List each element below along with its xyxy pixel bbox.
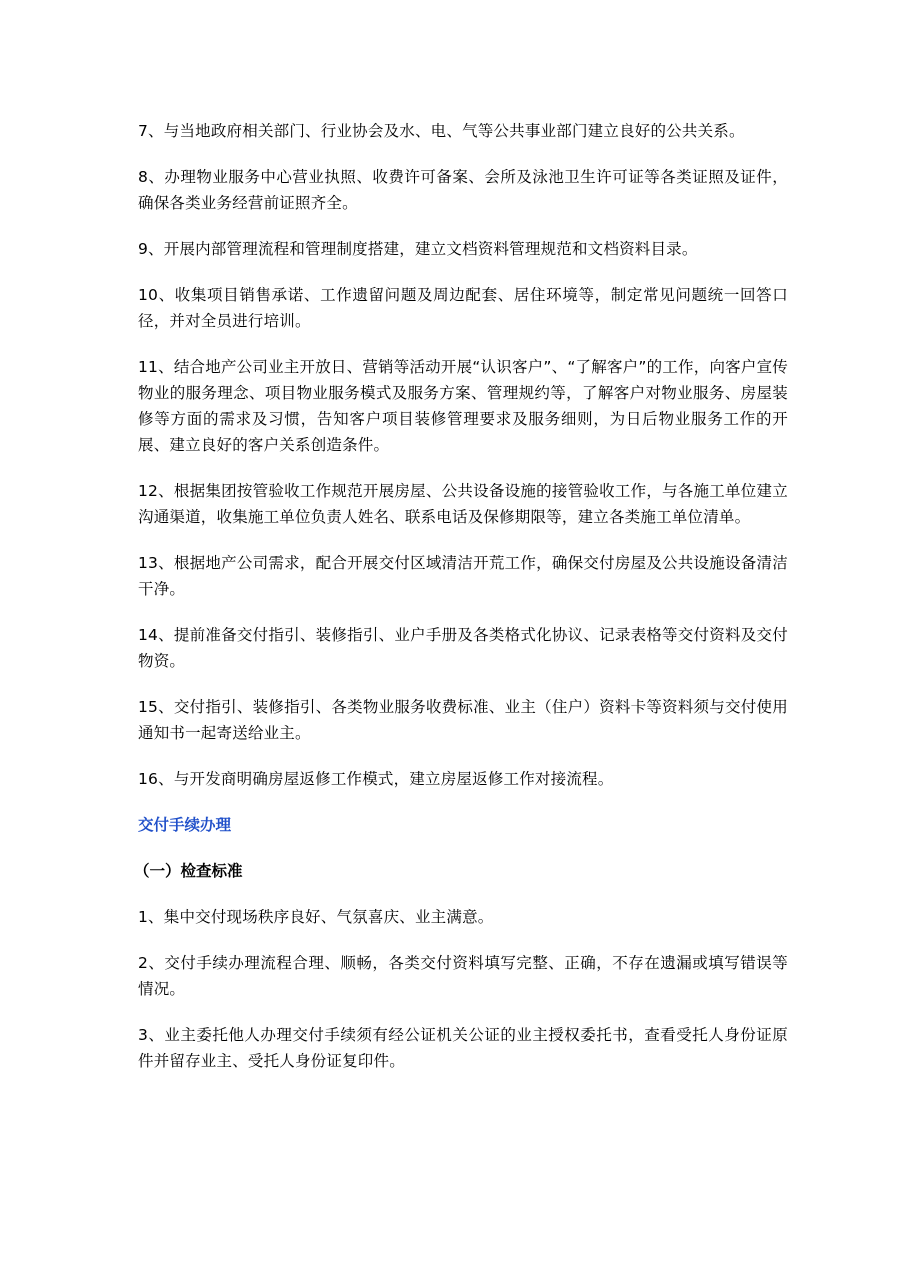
paragraph-item-9: 9、开展内部管理流程和管理制度搭建，建立文档资料管理规范和文档资料目录。 — [138, 240, 698, 258]
paragraph-item-13: 13、根据地产公司需求，配合开展交付区域清洁开荒工作，确保交付房屋及公共设施设备清洁干净。 — [138, 554, 788, 598]
sub-heading: （一）检查标准 — [134, 862, 243, 880]
paragraph-item-16: 16、与开发商明确房屋返修工作模式，建立房屋返修工作对接流程。 — [138, 770, 614, 788]
paragraph-item-10: 10、收集项目销售承诺、工作遗留问题及周边配套、居住环境等，制定常见问题统一回答口径，并对全员进行培训。 — [138, 286, 788, 330]
paragraph-item-12: 12、根据集团按管验收工作规范开展房屋、公共设备设施的接管验收工作，与各施工单位建立沟通渠道，收集施工单位负责人姓名、联系电话及保修期限等，建立各类施工单位清单。 — [138, 482, 788, 526]
paragraph-item-7: 7、与当地政府相关部门、行业协会及水、电、气等公共事业部门建立良好的公共关系。 — [138, 122, 745, 140]
section-heading: 交付手续办理 — [138, 816, 232, 834]
paragraph-item-11: 11、结合地产公司业主开放日、营销等活动开展“认识客户”、“了解客户”的工作，向客户宣传物业的服务理念、项目物业服务模式及服务方案、管理规约等，了解客户对物业服务、房屋装修等方面的需求及习惯，告知客户项目装修管理要求及服务细则，为日后物业服务工作的开展、建立良好的客户关系创造条件。 — [138, 358, 788, 454]
document-body — [134, 118, 788, 1094]
paragraph-item-8: 8、办理物业服务中心营业执照、收费许可备案、会所及泳池卫生许可证等各类证照及证件，确保各类业务经营前证照齐全。 — [138, 168, 788, 212]
standard-item-2: 2、交付手续办理流程合理、顺畅，各类交付资料填写完整、正确，不存在遗漏或填写错误等情况。 — [138, 954, 788, 998]
standard-item-3: 3、业主委托他人办理交付手续须有经公证机关公证的业主授权委托书，查看受托人身份证原件并留存业主、受托人身份证复印件。 — [138, 1026, 788, 1070]
paragraph-item-15: 15、交付指引、装修指引、各类物业服务收费标准、业主（住户）资料卡等资料须与交付使用通知书一起寄送给业主。 — [138, 698, 788, 742]
paragraph-item-14: 14、提前准备交付指引、装修指引、业户手册及各类格式化协议、记录表格等交付资料及交付物资。 — [138, 626, 788, 670]
standard-item-1: 1、集中交付现场秩序良好、气氛喜庆、业主满意。 — [138, 908, 494, 926]
